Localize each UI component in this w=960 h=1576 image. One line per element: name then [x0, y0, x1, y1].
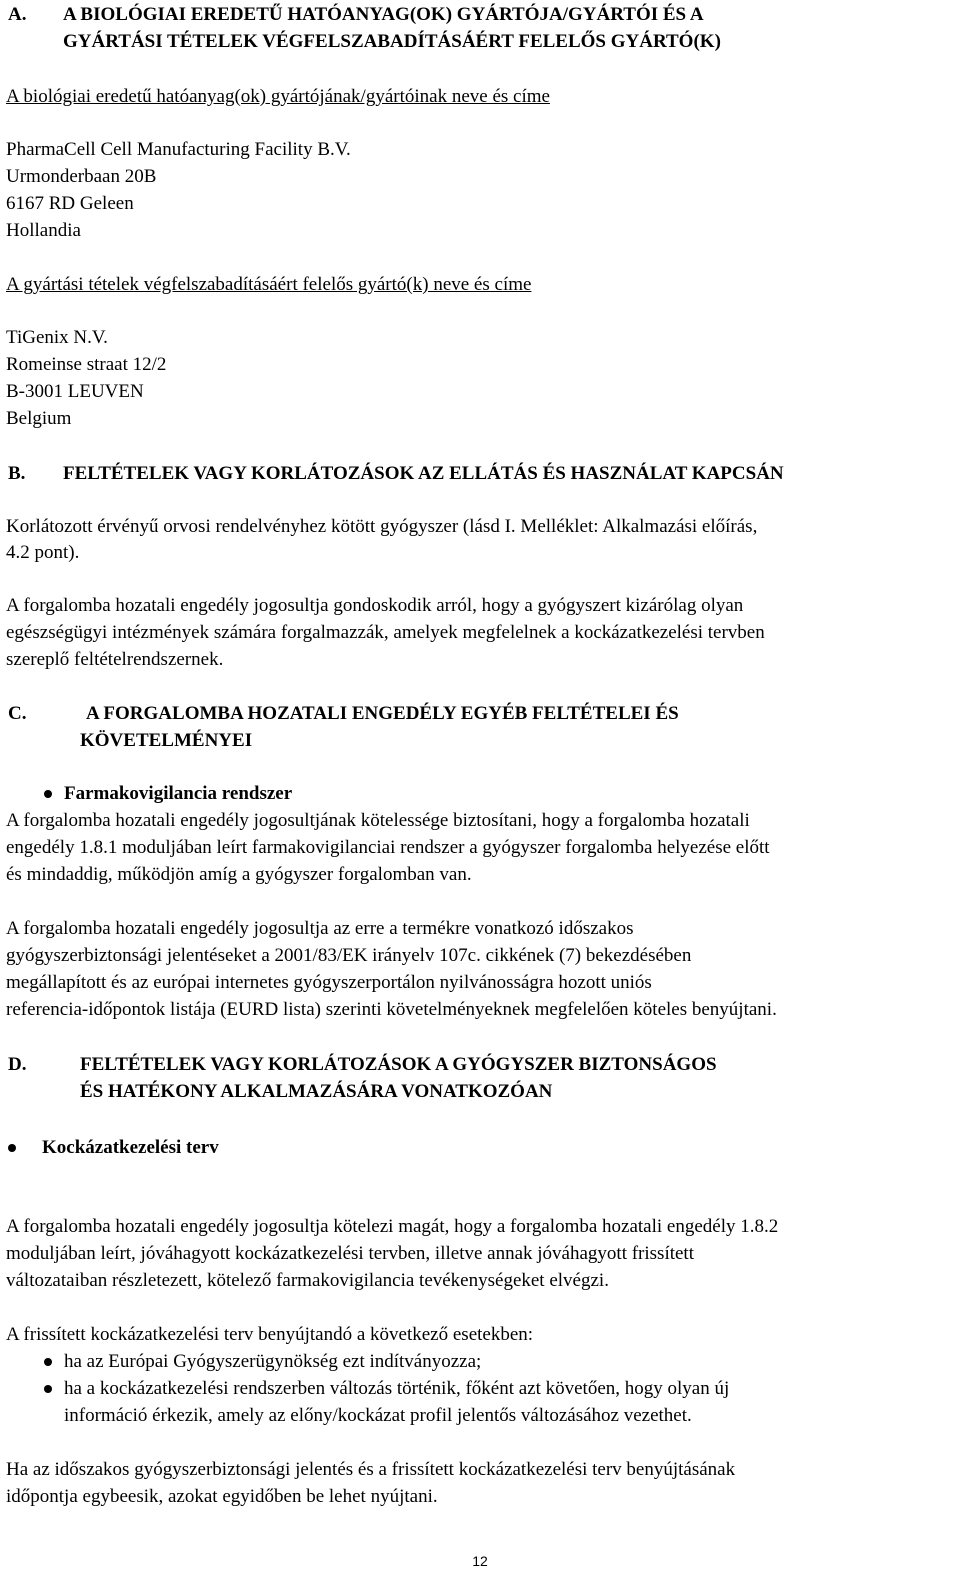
bullet-icon	[44, 790, 52, 798]
section-d-paragraph-line: A frissített kockázatkezelési terv benyújtandó a következő esetekben:	[6, 1324, 534, 1345]
section-b-paragraph-line: Korlátozott érvényű orvosi rendelvényhez kötött gyógyszer (lásd I. Melléklet: Alkalmazási előírás,	[6, 516, 758, 537]
section-b-title: FELTÉTELEK VAGY KORLÁTOZÁSOK AZ ELLÁTÁS ÉS HASZNÁLAT KAPCSÁN	[63, 463, 784, 484]
section-c-paragraph-line: A forgalomba hozatali engedély jogosultjának kötelessége biztosítani, hogy a forgalomba hozatali	[6, 810, 750, 831]
release-address-line: Romeinse straat 12/2	[6, 354, 167, 375]
section-d-paragraph-line: A forgalomba hozatali engedély jogosultja kötelezi magát, hogy a forgalomba hozatali engedély 1.8.2	[6, 1216, 779, 1237]
section-c-paragraph-line: A forgalomba hozatali engedély jogosultja az erre a termékre vonatkozó időszakos	[6, 918, 634, 939]
section-d-paragraph-line: Ha az időszakos gyógyszerbiztonsági jelentés és a frissített kockázatkezelési terv benyújtásának	[6, 1459, 736, 1480]
section-b-number: B.	[8, 463, 26, 484]
list-item: ha a kockázatkezelési rendszerben változás történik, főként azt követően, hogy olyan új	[64, 1378, 730, 1399]
section-c-paragraph-line: és mindaddig, működjön amíg a gyógyszer forgalomban van.	[6, 864, 472, 885]
section-c-paragraph-line: engedély 1.8.1 moduljában leírt farmakovigilanciai rendszer a gyógyszer forgalomba helyezése előtt	[6, 837, 770, 858]
section-d-paragraph-line: moduljában leírt, jóváhagyott kockázatkezelési tervben, illetve annak jóváhagyott frissített	[6, 1243, 694, 1264]
section-d-title-line1: FELTÉTELEK VAGY KORLÁTOZÁSOK A GYÓGYSZER BIZTONSÁGOS	[80, 1054, 717, 1075]
list-item: ha az Európai Gyógyszerügynökség ezt indítványozza;	[64, 1351, 482, 1372]
release-address-line: Belgium	[6, 408, 72, 429]
release-address-line: TiGenix N.V.	[6, 327, 108, 348]
section-d-paragraph-line: változataiban részletezett, kötelező farmakovigilancia tevékenységeket elvégzi.	[6, 1270, 609, 1291]
manufacturer-address-line: PharmaCell Cell Manufacturing Facility B.V.	[6, 139, 351, 160]
manufacturer-address-line: 6167 RD Geleen	[6, 193, 134, 214]
section-c-paragraph-line: referencia-időpontok listája (EURD lista) szerinti követelményeknek megfelelően köteles benyújtani.	[6, 999, 777, 1020]
section-c-number: C.	[8, 703, 27, 724]
section-b-paragraph-line: 4.2 pont).	[6, 542, 80, 563]
section-a-title-line2: GYÁRTÁSI TÉTELEK VÉGFELSZABADÍTÁSÁÉRT FELELŐS GYÁRTÓ(K)	[63, 31, 721, 52]
section-c-paragraph-line: megállapított és az európai internetes gyógyszerportálon nyilvánosságra hozott uniós	[6, 972, 652, 993]
pharmacovigilance-heading: Farmakovigilancia rendszer	[64, 783, 293, 804]
section-b-paragraph-line: egészségügyi intézmények számára forgalmazzák, amelyek megfelelnek a kockázatkezelési tervben	[6, 622, 765, 643]
section-d-number: D.	[8, 1054, 27, 1075]
page-number: 12	[472, 1553, 488, 1569]
section-d-title-line2: ÉS HATÉKONY ALKALMAZÁSÁRA VONATKOZÓAN	[80, 1081, 553, 1102]
risk-management-heading: Kockázatkezelési terv	[42, 1137, 219, 1158]
release-manufacturer-heading: A gyártási tételek végfelszabadításáért felelős gyártó(k) neve és címe	[6, 274, 532, 295]
section-a-number: A.	[8, 4, 27, 25]
bullet-icon	[8, 1144, 16, 1152]
manufacturer-address-line: Urmonderbaan 20B	[6, 166, 157, 187]
section-c-paragraph-line: gyógyszerbiztonsági jelentéseket a 2001/83/EK irányelv 107c. cikkének (7) bekezdésében	[6, 945, 692, 966]
manufacturer-heading: A biológiai eredetű hatóanyag(ok) gyártójának/gyártóinak neve és címe	[6, 86, 550, 107]
section-c-title-line1: A FORGALOMBA HOZATALI ENGEDÉLY EGYÉB FELTÉTELEI ÉS	[86, 703, 679, 724]
release-address-line: B-3001 LEUVEN	[6, 381, 144, 402]
section-d-paragraph-line: időpontja egybeesik, azokat egyidőben be lehet nyújtani.	[6, 1486, 438, 1507]
section-b-paragraph-line: szereplő feltételrendszernek.	[6, 649, 224, 670]
bullet-icon	[44, 1358, 52, 1366]
list-item-continuation: információ érkezik, amely az előny/kockázat profil jelentős változásához vezethet.	[64, 1405, 692, 1426]
section-c-title-line2: KÖVETELMÉNYEI	[80, 730, 253, 751]
manufacturer-address-line: Hollandia	[6, 220, 81, 241]
section-b-paragraph-line: A forgalomba hozatali engedély jogosultja gondoskodik arról, hogy a gyógyszert kizárólag olyan	[6, 595, 744, 616]
section-a-title-line1: A BIOLÓGIAI EREDETŰ HATÓANYAG(OK) GYÁRTÓJA/GYÁRTÓI ÉS A	[63, 4, 704, 25]
bullet-icon	[44, 1385, 52, 1393]
